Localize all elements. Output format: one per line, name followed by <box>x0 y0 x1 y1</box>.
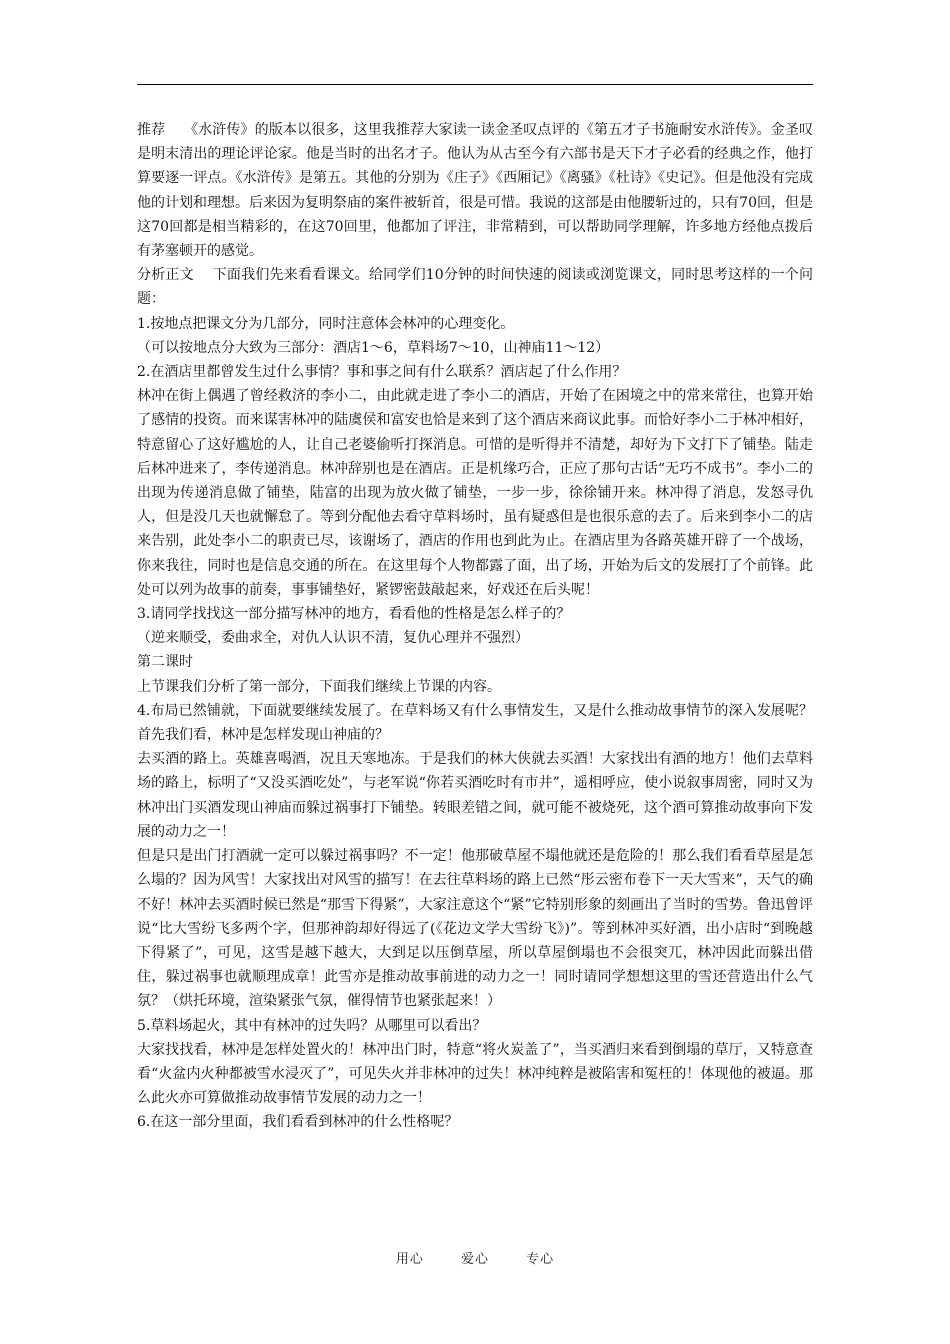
answer-5: 大家找找看，林冲是怎样处置火的！林冲出门时，特意“将火炭盖了”，当买酒归来看到倒塌的草厅，又特意查看“火盆内火种都被雪水浸灭了”，可见失火并非林冲的过失！林冲纯粹是被陷害和冤枉的！体现他的被逼。那么此火亦可算做推动故事情节发展的动力之一！ <box>137 1041 813 1107</box>
question-3: 3.请同学找找这一部分描写林冲的地方，看看他的性格是怎么样子的？ <box>137 606 571 623</box>
paragraph-analysis-intro: 分析正文 下面我们先来看看课文。给同学们10分钟的时间快速的阅读或浏览课文，同时思考这样的一个问题： <box>137 267 813 308</box>
answer-4-wine: 去买酒的路上。英雄喜喝酒，况且天寒地冻。于是我们的林大侠就去买酒！大家找出有酒的地方！他们去草料场的路上，标明了“又没买酒吃处”，与老军说“你若买酒吃时有市井”，遥相呼应，使小说叙事周密，同时又为林冲出门买酒发现山神庙而躲过祸事打下铺垫。转眼差错之间，就可能不被烧死，这个酒可算推动故事向下发展的动力之一！ <box>137 751 813 840</box>
page-footer: 用心 爱心 专心 <box>395 1252 555 1267</box>
question-6: 6.在这一部分里面，我们看看到林冲的什么性格呢？ <box>137 1114 459 1131</box>
answer-2: 林冲在街上偶遇了曾经救济的李小二，由此就走进了李小二的酒店，开始了在困境之中的常来常往，也算开始了感情的投资。而来谋害林冲的陆虞侯和富安也恰是来到了这个酒店来商议此事。而恰好李小二于林冲相好，特意留心了这好尴尬的人，让自己老婆偷听打探消息。可惜的是听得并不清楚，却好为下文打下了铺垫。陆走后林冲进来了，李传递消息。林冲辞别也是在酒店。正是机缘巧合，正应了那句古话“无巧不成书”。李小二的出现为传递消息做了铺垫，陆富的出现为放火做了铺垫，一步一步，徐徐铺开来。林冲得了消息，发怒寻仇人，但是没几天也就懈怠了。等到分配他去看守草料场时，虽有疑惑但是也很乐意的去了。后来到李小二的店来告别，此处李小二的职责已尽，该谢场了，酒店的作用也到此为止。在酒店里为各路英雄开辟了一个战场，你来我往，同时也是信息交通的所在。在这里每个人物都露了面，出了场，开始为后文的发展打了个前锋。此处可以列为故事的前奏，事事铺垫好，紧锣密鼓敲起来，好戏还在后头呢！ <box>137 388 813 598</box>
answer-1: （可以按地点分大致为三部分：酒店1～6，草料场7～10，山神庙11～12） <box>137 339 610 356</box>
section-heading-second-lesson: 第二课时 <box>137 654 193 671</box>
paragraph-second-lesson-intro: 上节课我们分析了第一部分，下面我们继续上节课的内容。 <box>137 678 501 695</box>
question-4: 4.布局已然铺就，下面就要继续发展了。在草料场又有什么事情发生，又是什么推动故事情节的深入发展呢？首先我们看，林冲是怎样发现山神庙的？ <box>137 702 813 744</box>
answer-3: （逆来顺受，委曲求全，对仇人认识不清，复仇心理并不强烈） <box>137 630 529 647</box>
header-rule <box>137 84 813 85</box>
question-1: 1.按地点把课文分为几部分，同时注意体会林冲的心理变化。 <box>137 315 515 332</box>
answer-4-snow: 但是只是出门打酒就一定可以躲过祸事吗？不一定！他那破草屋不塌他就还是危险的！那么我们看看草屋是怎么塌的？因为风雪！大家找出对风雪的描写！在去往草料场的路上已然“彤云密布卷下一天大雪来”，天气的确不好！林冲去买酒时候已然是“那雪下得紧”，大家注意这个“紧”它特别形象的刻画出了当时的雪势。鲁迅曾评说“比大雪纷飞多两个字，但那神韵却好得远了(《花边文学大雪纷飞》)”。等到林冲买好酒，出小店时“到晚越下得紧了”，可见，这雪是越下越大，大到足以压倒草屋，所以草屋倒塌也不会很突兀，林冲因此而躲出借住，躲过祸事也就顺理成章！此雪亦是推动故事前进的动力之一！同时请同学想想这里的雪还营造出什么气氛？（烘托环境，渲染紧张气氛，催得情节也紧张起来！） <box>137 848 813 1010</box>
question-2: 2.在酒店里都曾发生过什么事情？事和事之间有什么联系？酒店起了什么作用？ <box>137 364 627 381</box>
document-body <box>137 118 813 1135</box>
paragraph-recommendation: 推荐 《水浒传》的版本以很多，这里我推荐大家读一读金圣叹点评的《第五才子书施耐安水浒传》。金圣叹是明末清出的理论评论家。他是当时的出名才子。他认为从古至今有六部书是天下才子必看的经典之作，他打算要逐一评点。《水浒传》是第五。其他的分别为《庄子》《西厢记》《离骚》《杜诗》《史记》。但是他没有完成他的计划和理想。后来因为复明祭庙的案件被斩首，很是可惜。我说的这部是由他腰斩过的，只有70回，但是这70回都是相当精彩的，在这70回里，他都加了评注，非常精到，可以帮助同学理解，许多地方经他点拨后有茅塞顿开的感觉。 <box>137 122 813 260</box>
question-5: 5.草料场起火，其中有林冲的过失吗？从哪里可以看出？ <box>137 1017 487 1034</box>
